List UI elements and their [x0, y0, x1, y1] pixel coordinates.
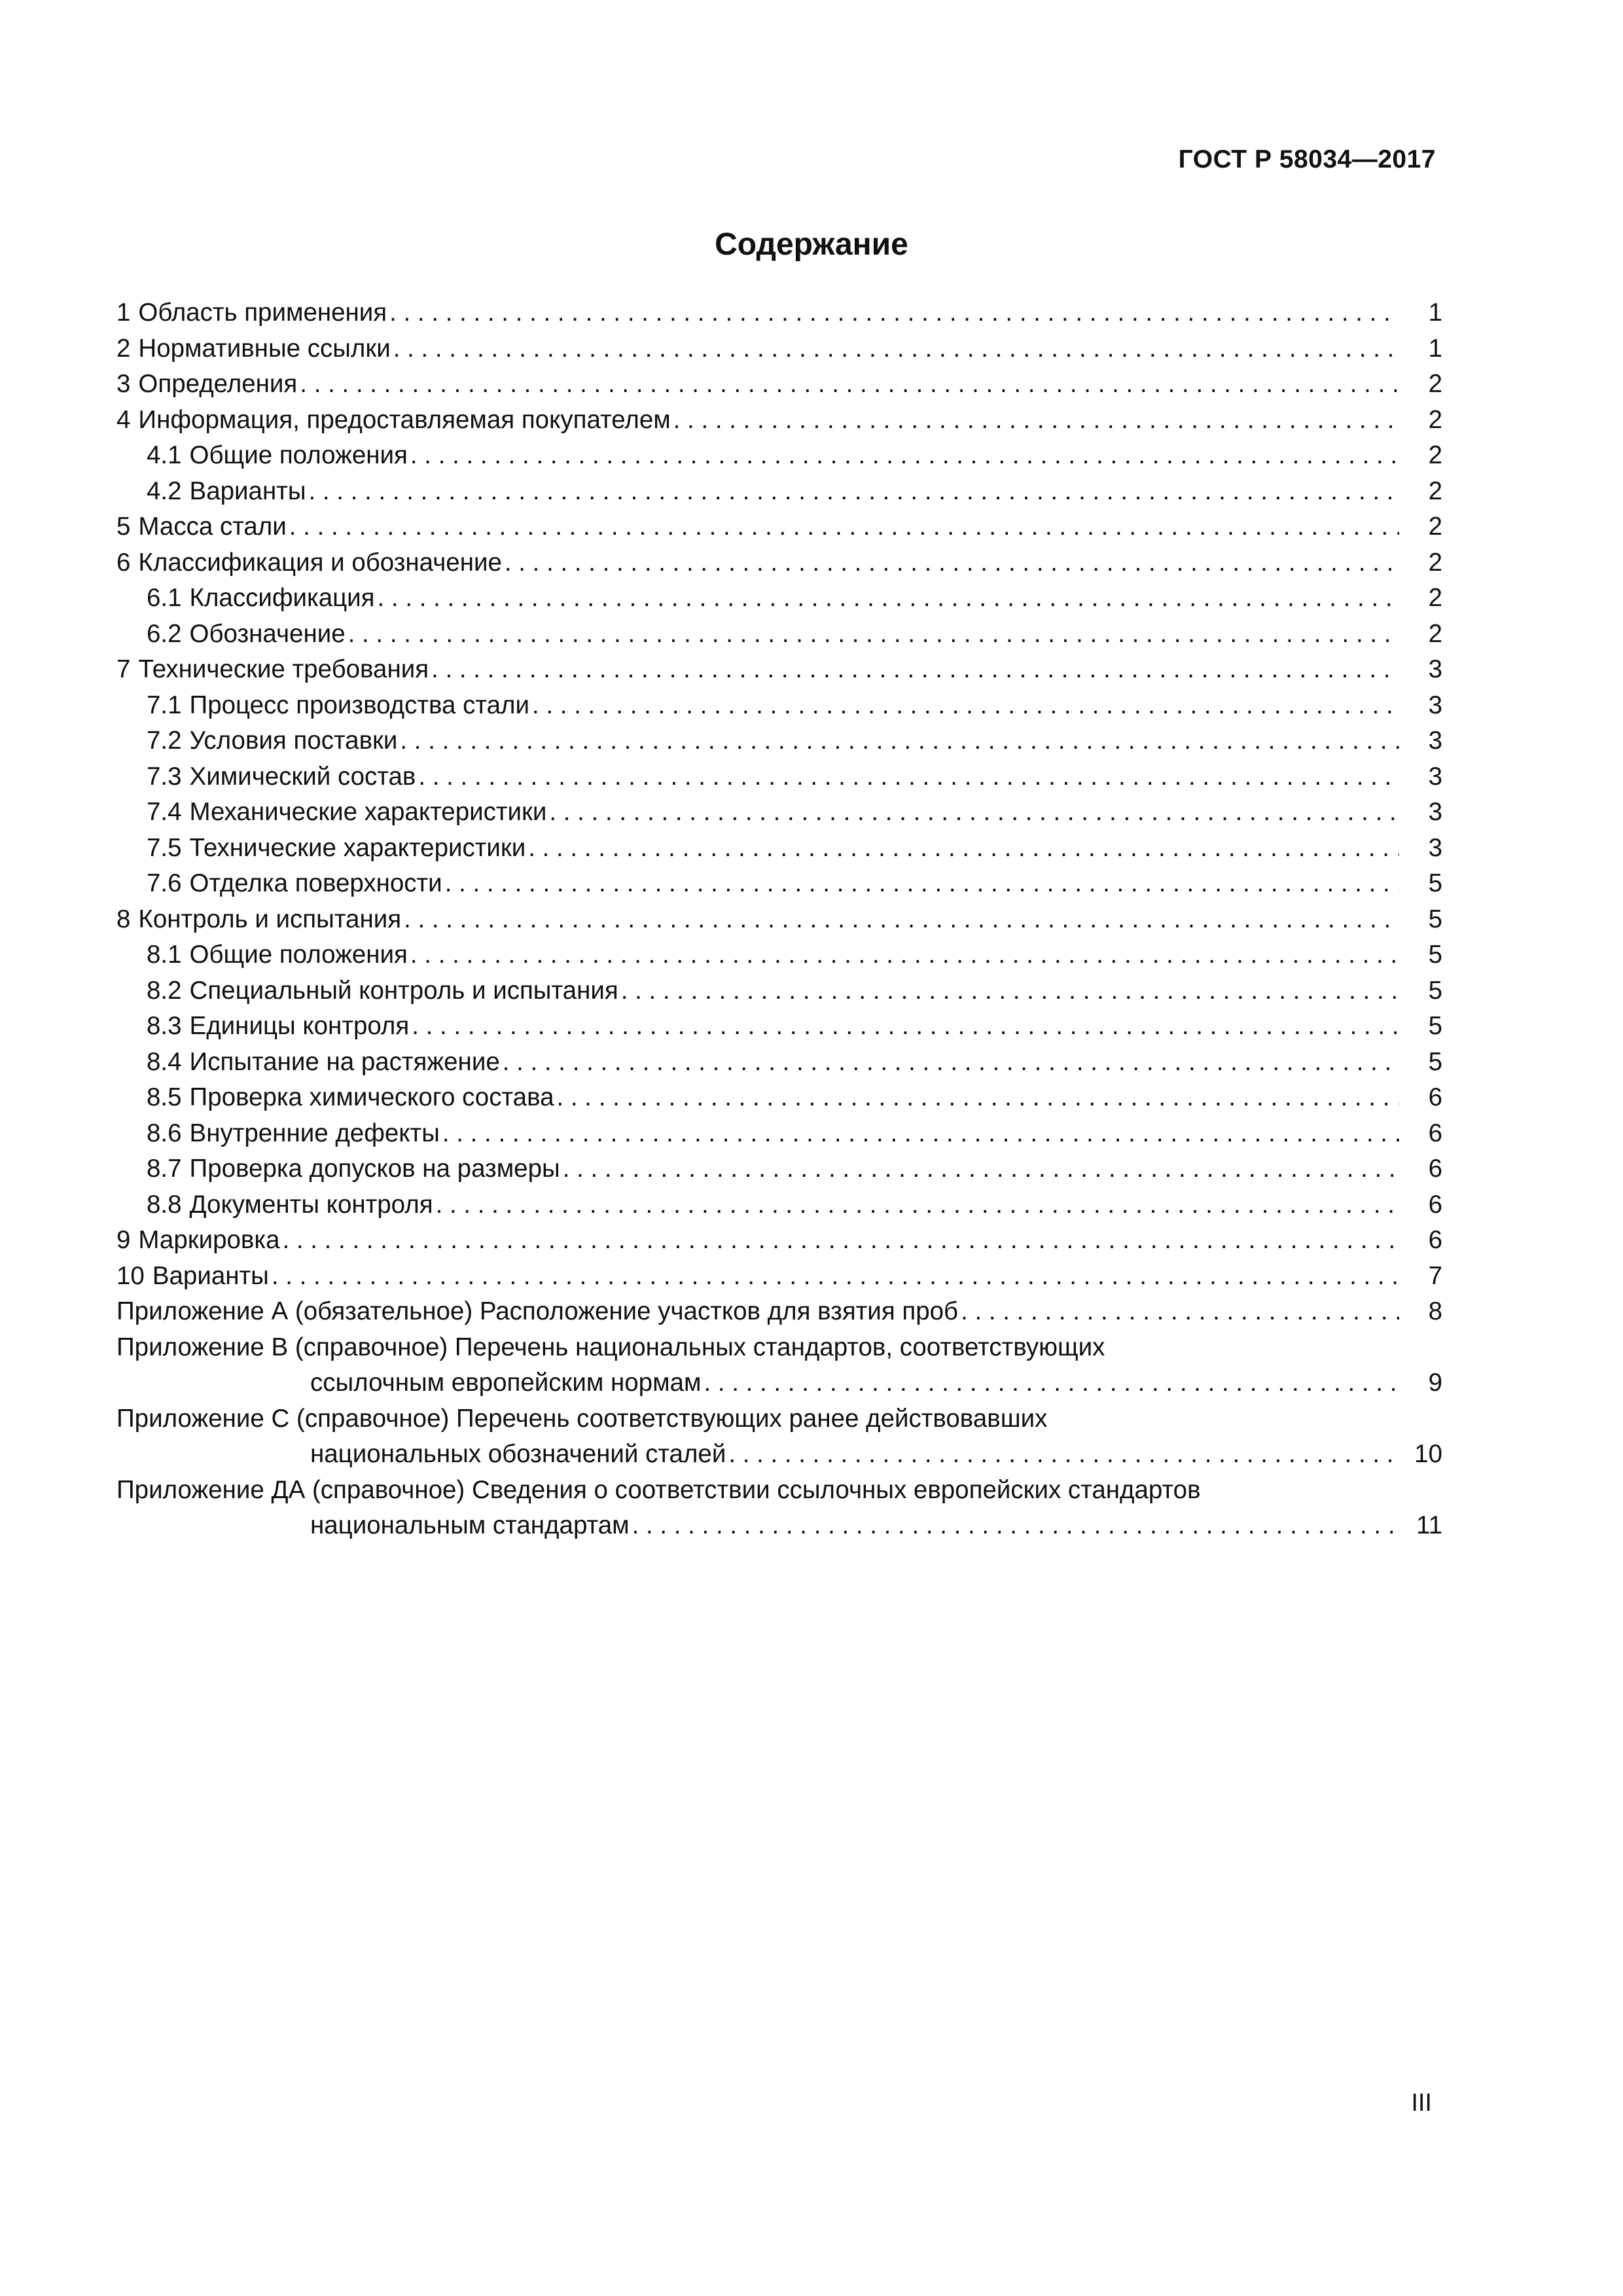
toc-entry-page: 10 — [1414, 1440, 1442, 1468]
toc-entry-page: 5 — [1428, 905, 1442, 933]
dot-leader — [279, 1223, 1399, 1259]
toc-subentry[interactable] — [116, 866, 1442, 902]
toc-entry[interactable] — [116, 1259, 1442, 1295]
toc-subentry[interactable] — [116, 1045, 1442, 1081]
dot-leader — [433, 1187, 1399, 1223]
toc-entry-page: 2 — [1428, 405, 1442, 434]
toc-entry-label: Условия поставки — [189, 726, 398, 755]
toc-entry-label: Общие положения — [189, 941, 408, 969]
toc-appendix-title-cont: национальным стандартам — [310, 1511, 630, 1539]
dot-leader — [397, 723, 1399, 759]
toc-entry-page: 6 — [1428, 1083, 1442, 1111]
dot-leader — [409, 1009, 1399, 1045]
toc-appendix-c-continuation[interactable] — [116, 1437, 1442, 1473]
toc-subentry[interactable] — [116, 759, 1442, 795]
dot-leader — [440, 1116, 1399, 1152]
toc-entry[interactable] — [116, 1223, 1442, 1259]
toc-entry-label: Документы контроля — [189, 1190, 433, 1219]
toc-entry-number: 4.1 — [147, 441, 182, 469]
dot-leader — [346, 617, 1399, 653]
toc-entry-number: 8.3 — [147, 1012, 182, 1040]
dot-leader — [416, 759, 1399, 795]
toc-entry-label: Технические характеристики — [189, 833, 526, 862]
toc-subentry[interactable] — [116, 581, 1442, 617]
toc-entry-number: 3 — [116, 370, 131, 398]
toc-subentry[interactable] — [116, 438, 1442, 474]
toc-entry-label: Область применения — [138, 298, 387, 327]
toc-entry-label: Механические характеристики — [189, 798, 547, 826]
toc-entry-number: 6.1 — [147, 584, 182, 612]
dot-leader — [526, 831, 1399, 867]
toc-entry-page: 11 — [1416, 1511, 1442, 1539]
toc-entry-page: 5 — [1428, 1012, 1442, 1040]
dot-leader — [500, 1045, 1399, 1081]
toc-entry-number: 7.5 — [147, 833, 182, 862]
toc-entry-label: Масса стали — [138, 512, 287, 541]
toc-entry-page: 3 — [1428, 762, 1442, 791]
page-number: III — [1411, 2089, 1432, 2117]
toc-entry-page: 3 — [1428, 798, 1442, 826]
dot-leader — [401, 902, 1399, 938]
toc-appendix-b-title[interactable]: Приложение В (справочное) Перечень национальных стандартов, соответствующих — [116, 1333, 1105, 1361]
toc-entry-label: Определения — [138, 370, 298, 398]
toc-entry-label: Внутренние дефекты — [189, 1119, 440, 1147]
toc-title: Содержание — [715, 227, 908, 262]
toc-entry[interactable] — [116, 403, 1442, 439]
toc-entry-page: 3 — [1428, 833, 1442, 862]
toc-subentry[interactable] — [116, 723, 1442, 759]
dot-leader — [297, 367, 1399, 403]
dot-leader — [269, 1259, 1399, 1295]
toc-entry-page: 6 — [1428, 1226, 1442, 1254]
toc-entry-page: 2 — [1428, 441, 1442, 469]
toc-entry-page: 6 — [1428, 1155, 1442, 1183]
toc-entry-label: Маркировка — [138, 1226, 280, 1254]
toc-entry-label: Процесс производства стали — [189, 691, 529, 719]
toc-appendix-title-cont: национальных обозначений сталей — [310, 1440, 726, 1468]
toc-entry-label: Нормативные ссылки — [138, 334, 391, 363]
toc-entry-page: 2 — [1428, 548, 1442, 577]
toc-entry-page: 7 — [1428, 1261, 1442, 1290]
dot-leader — [726, 1437, 1399, 1473]
toc-subentry[interactable] — [116, 688, 1442, 724]
toc-entry-label: Проверка химического состава — [189, 1083, 554, 1111]
toc-entry-page: 2 — [1428, 370, 1442, 398]
toc-entry-number: 6 — [116, 548, 131, 577]
toc-entry-number: 7.4 — [147, 798, 182, 826]
toc-entry-number: 7.2 — [147, 726, 182, 755]
toc-subentry[interactable] — [116, 1080, 1442, 1116]
toc-entry-number: 7.6 — [147, 869, 182, 897]
toc-entry-page: 6 — [1428, 1119, 1442, 1147]
toc-entry[interactable] — [116, 545, 1442, 581]
toc-entry-label: Химический состав — [189, 762, 416, 791]
toc-entry-label: Обозначение — [189, 619, 346, 648]
dot-leader — [387, 295, 1399, 331]
dot-leader — [958, 1294, 1399, 1330]
toc-entry-label: Классификация и обозначение — [138, 548, 502, 577]
toc-entry-label: Испытание на растяжение — [189, 1047, 500, 1076]
toc-subentry[interactable] — [116, 1009, 1442, 1045]
toc-appendix-c-title[interactable]: Приложение С (справочное) Перечень соответствующих ранее действовавших — [116, 1404, 1048, 1433]
toc-subentry[interactable] — [116, 973, 1442, 1009]
toc-entry-page: 3 — [1428, 691, 1442, 719]
toc-entry-number: 4 — [116, 405, 131, 434]
dot-leader — [408, 937, 1399, 973]
dot-leader — [306, 474, 1399, 510]
toc-entry-label: Отделка поверхности — [189, 869, 442, 897]
toc-entry-number: 2 — [116, 334, 131, 363]
toc-appendix-a[interactable] — [116, 1294, 1442, 1330]
toc-entry-label: Единицы контроля — [189, 1012, 410, 1040]
toc-appendix-title-cont: ссылочным европейским нормам — [310, 1369, 702, 1397]
toc-entry-number: 8.2 — [147, 976, 182, 1005]
toc-entry-number: 5 — [116, 512, 131, 541]
toc-entry-number: 6.2 — [147, 619, 182, 648]
toc-entry-page: 5 — [1428, 1047, 1442, 1076]
toc-entry-label: Общие положения — [189, 441, 408, 469]
toc-entry-number: 8.6 — [147, 1119, 182, 1147]
dot-leader — [391, 331, 1399, 367]
dot-leader — [546, 795, 1399, 831]
toc-appendix-b-continuation[interactable] — [116, 1365, 1442, 1401]
dot-leader — [408, 438, 1399, 474]
toc-entry[interactable] — [116, 367, 1442, 403]
toc-entry-page: 2 — [1428, 584, 1442, 612]
dot-leader — [287, 509, 1399, 545]
toc-entry-number: 7.1 — [147, 691, 182, 719]
dot-leader — [375, 581, 1399, 617]
table-of-contents — [116, 295, 1442, 1544]
dot-leader — [701, 1365, 1399, 1401]
toc-entry-label: Специальный контроль и испытания — [189, 976, 618, 1005]
toc-subentry[interactable] — [116, 1187, 1442, 1223]
toc-entry-page: 3 — [1428, 655, 1442, 683]
toc-entry-page: 2 — [1428, 619, 1442, 648]
toc-subentry[interactable] — [116, 474, 1442, 510]
toc-entry[interactable] — [116, 652, 1442, 688]
toc-entry-page: 5 — [1428, 941, 1442, 969]
dot-leader — [429, 652, 1399, 688]
toc-entry[interactable] — [116, 295, 1442, 331]
toc-entry[interactable] — [116, 331, 1442, 367]
toc-entry-number: 1 — [116, 298, 131, 327]
toc-entry-label: Классификация — [189, 584, 375, 612]
dot-leader — [554, 1080, 1399, 1116]
dot-leader — [529, 688, 1399, 724]
toc-entry-number: 8.1 — [147, 941, 182, 969]
toc-subentry[interactable] — [116, 1116, 1442, 1152]
toc-entry-page: 1 — [1428, 334, 1442, 363]
dot-leader — [671, 403, 1399, 439]
toc-entry-number: 7 — [116, 655, 131, 683]
toc-entry-label: Информация, предоставляемая покупателем — [138, 405, 671, 434]
toc-subentry[interactable] — [116, 1151, 1442, 1187]
dot-leader — [442, 866, 1399, 902]
toc-entry-number: 7.3 — [147, 762, 182, 791]
toc-entry[interactable] — [116, 509, 1442, 545]
toc-entry-number: 8.4 — [147, 1047, 182, 1076]
document-code: ГОСТ Р 58034—2017 — [1178, 145, 1436, 173]
dot-leader — [630, 1508, 1399, 1544]
toc-entry-page: 5 — [1428, 976, 1442, 1005]
toc-entry-page: 1 — [1428, 298, 1442, 327]
toc-entry-label: Контроль и испытания — [138, 905, 402, 933]
toc-entry-page: 5 — [1428, 869, 1442, 897]
toc-entry-number: 9 — [116, 1226, 131, 1254]
toc-entry-page: 2 — [1428, 476, 1442, 505]
toc-entry-page: 9 — [1428, 1369, 1442, 1397]
toc-entry-label: Варианты — [152, 1261, 269, 1290]
toc-entry-number: 8.5 — [147, 1083, 182, 1111]
toc-entry-number: 10 — [116, 1261, 145, 1290]
toc-subentry[interactable] — [116, 831, 1442, 867]
toc-appendix-da-continuation[interactable] — [116, 1508, 1442, 1544]
toc-entry-page: 8 — [1428, 1297, 1442, 1325]
toc-appendix-da-title[interactable]: Приложение ДА (справочное) Сведения о соответствии ссылочных европейских стандартов — [116, 1475, 1201, 1504]
toc-subentry[interactable] — [116, 617, 1442, 653]
toc-entry-page: 6 — [1428, 1190, 1442, 1219]
toc-subentry[interactable] — [116, 937, 1442, 973]
toc-entry-number: 8 — [116, 905, 131, 933]
toc-entry-label: Варианты — [189, 476, 306, 505]
dot-leader — [502, 545, 1399, 581]
toc-entry[interactable] — [116, 902, 1442, 938]
toc-entry-label: Проверка допусков на размеры — [189, 1155, 560, 1183]
toc-entry-label: Технические требования — [138, 655, 429, 683]
toc-appendix-title: Приложение А (обязательное) Расположение участков для взятия проб — [116, 1297, 959, 1325]
toc-entry-number: 8.8 — [147, 1190, 182, 1219]
toc-entry-number: 8.7 — [147, 1155, 182, 1183]
dot-leader — [560, 1151, 1399, 1187]
toc-entry-page: 3 — [1428, 726, 1442, 755]
toc-entry-page: 2 — [1428, 512, 1442, 541]
toc-subentry[interactable] — [116, 795, 1442, 831]
dot-leader — [618, 973, 1399, 1009]
toc-entry-number: 4.2 — [147, 476, 182, 505]
